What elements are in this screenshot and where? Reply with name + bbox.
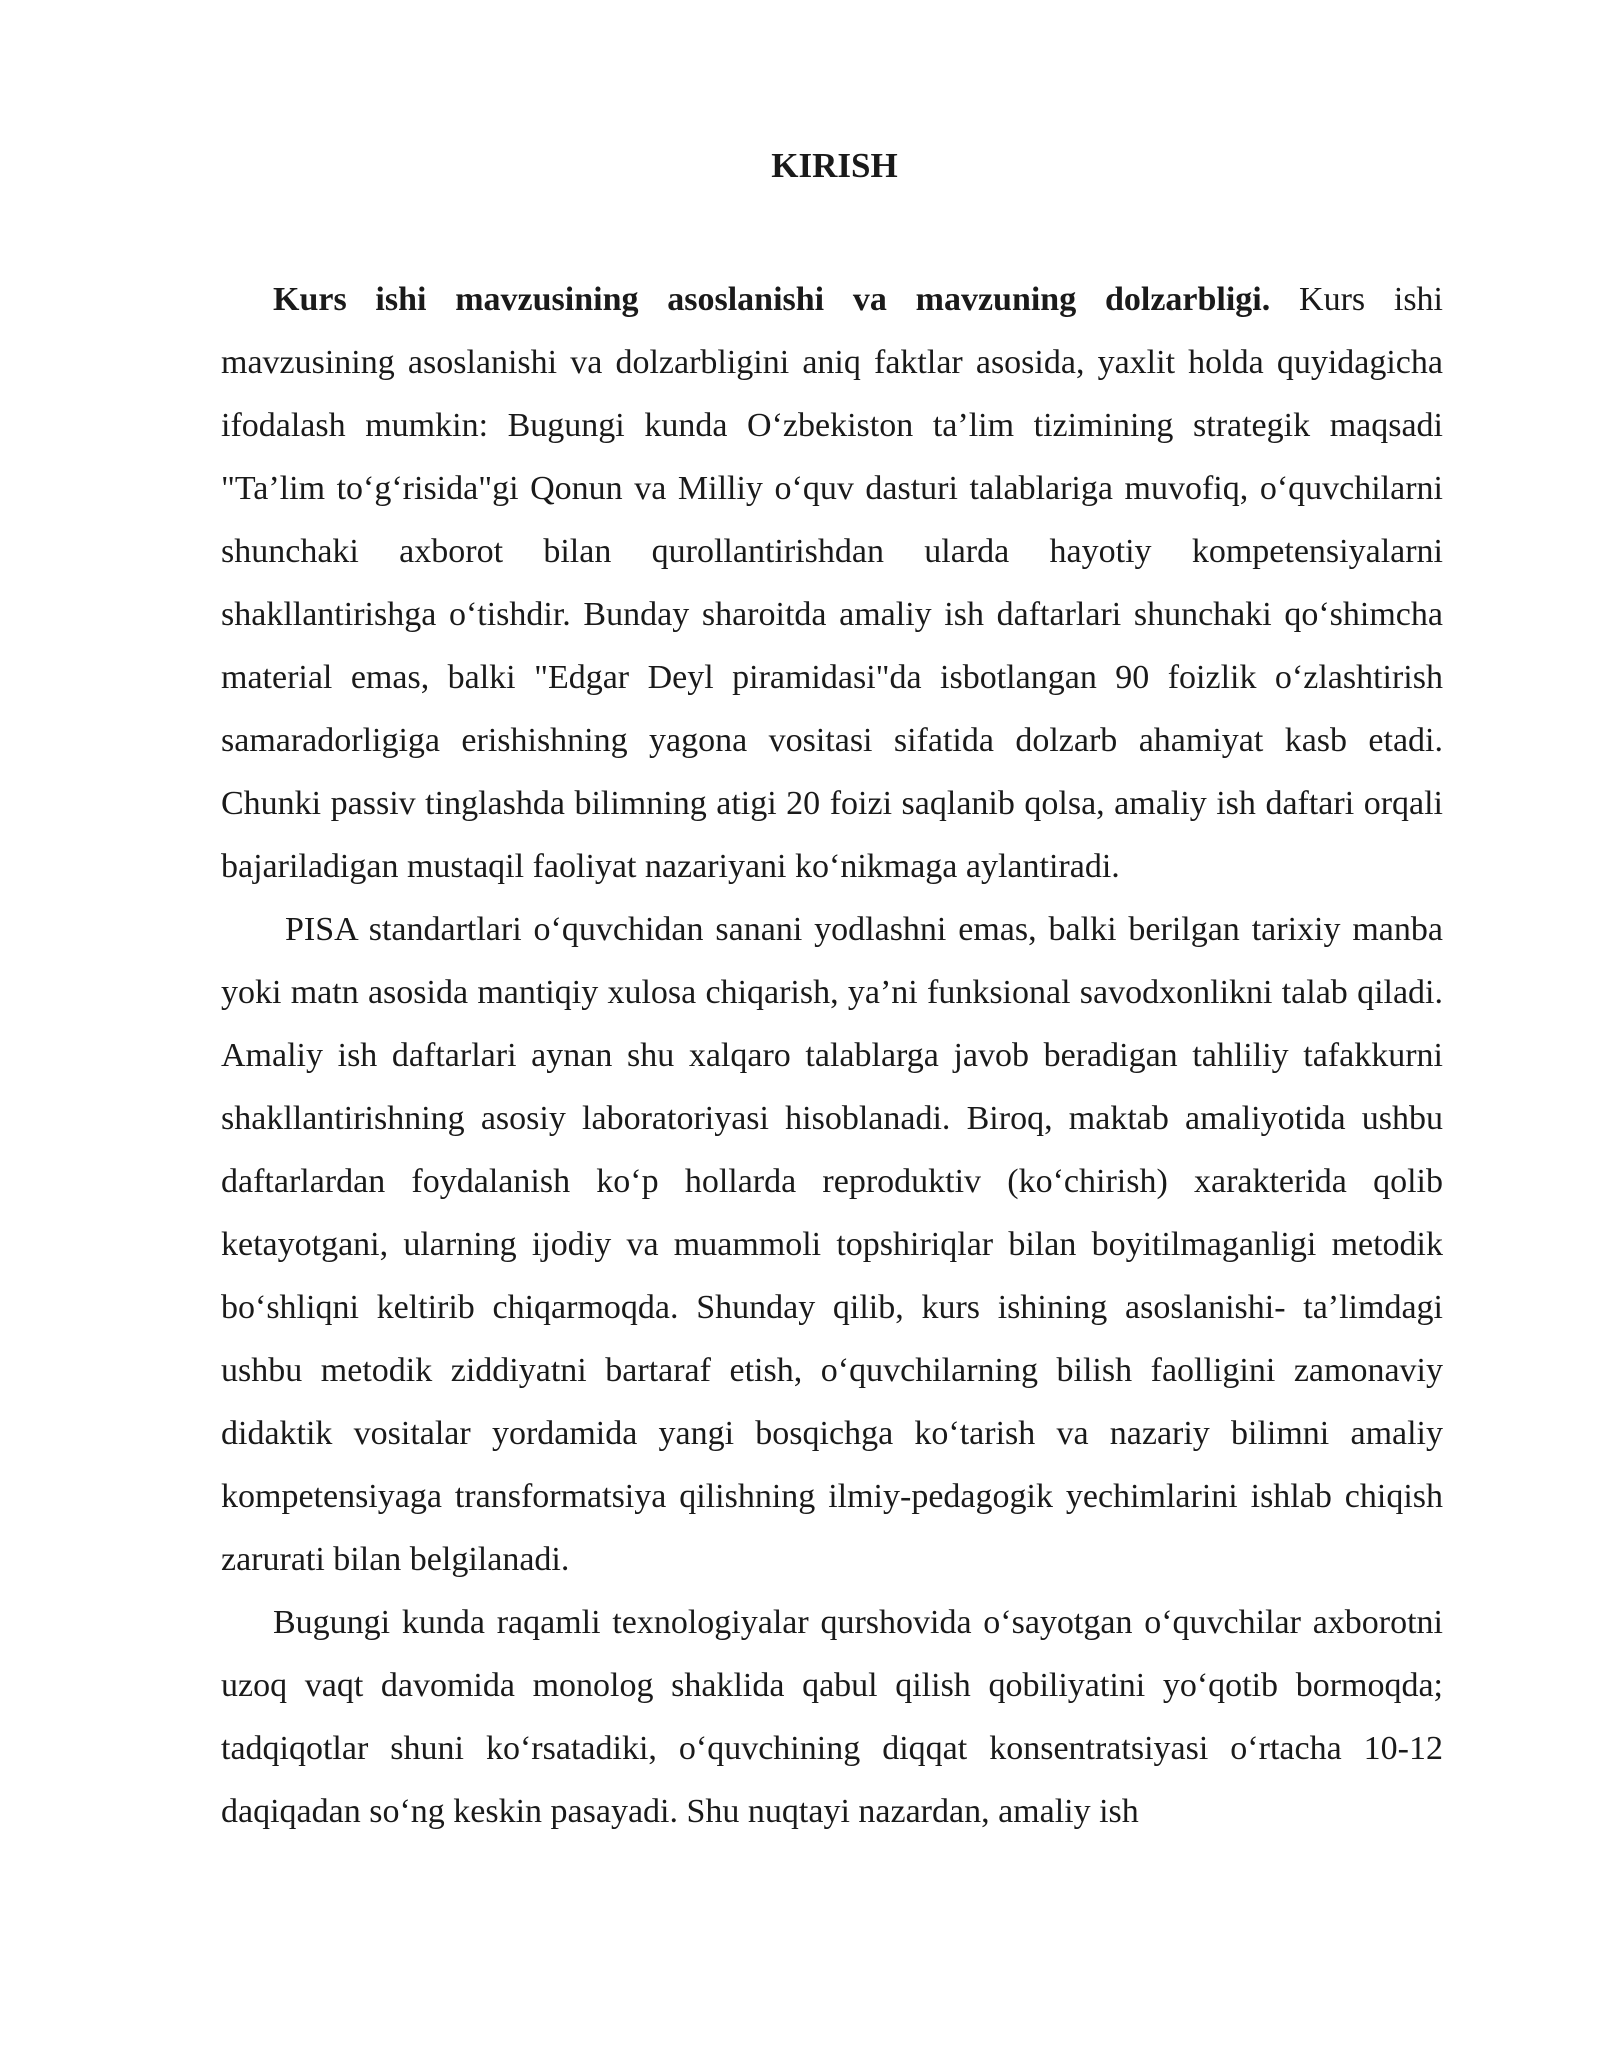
paragraph-intro (221, 268, 1443, 898)
paragraph-lead-heading: Kurs ishi mavzusining asoslanishi va mavzuning dolzarbligi. (273, 281, 1271, 318)
paragraph-digital: Bugungi kunda raqamli texnologiyalar qurshovida o‘sayotgan o‘quvchilar axborotni uzoq vaqt davomida monolog shaklida qabul qilish qobiliyatini yo‘qotib bormoqda; tadqiqotlar shuni ko‘rsatadiki, o‘quvchining diqqat konsentratsiyasi o‘rtacha 10-12 daqiqadan so‘ng keskin pasayadi. Shu nuqtayi nazardan, amaliy ish (221, 1604, 1443, 1830)
paragraph-text: Kurs ishi mavzusining asoslanishi va dolzarbligini aniq faktlar asosida, yaxlit holda quyidagicha ifodalash mumkin: Bugungi kunda O‘zbekiston ta’lim tizimining strategik maqsadi "Ta’lim to‘g‘risida"gi Qonun va Milliy o‘quv dasturi talablariga muvofiq, o‘quvchilarni shunchaki axborot bilan qurollantirishdan ularda hayotiy kompetensiyalarni shakllantirishga o‘tishdir. Bunday sharoitda amaliy ish daftarlari shunchaki qo‘shimcha material emas, balki "Edgar Deyl piramidasi"da isbotlangan 90 foizlik o‘zlashtirish samaradorligiga erishishning yagona vositasi sifatida dolzarb ahamiyat kasb etadi. Chunki passiv tinglashda bilimning atigi 20 foizi saqlanib qolsa, amaliy ish daftari orqali bajariladigan mustaqil faoliyat nazariyani ko‘nikmaga aylantiradi. (221, 281, 1444, 885)
document-body (221, 268, 1443, 1843)
paragraph-pisa: PISA standartlari o‘quvchidan sanani yodlashni emas, balki berilgan tarixiy manba yoki matn asosida mantiqiy xulosa chiqarish, ya’ni funksional savodxonlikni talab qiladi. Amaliy ish daftarlari aynan shu xalqaro talablarga javob beradigan tahliliy tafakkurni shakllantirishning asosiy laboratoriyasi hisoblanadi. Biroq, maktab amaliyotida ushbu daftarlardan foydalanish ko‘p hollarda reproduktiv (ko‘chirish) xarakterida qolib ketayotgani, ularning ijodiy va muammoli topshiriqlar bilan boyitilmaganligi metodik bo‘shliqni keltirib chiqarmoqda. Shunday qilib, kurs ishining asoslanishi- ta’limdagi ushbu metodik ziddiyatni bartaraf etish, o‘quvchilarning bilish faolligini zamonaviy didaktik vositalar yordamida yangi bosqichga ko‘tarish va nazariy bilimni amaliy kompetensiyaga transformatsiya qilishning ilmiy-pedagogik yechimlarini ishlab chiqish zarurati bilan belgilanadi. (221, 911, 1443, 1578)
page-title: KIRISH (771, 146, 898, 185)
